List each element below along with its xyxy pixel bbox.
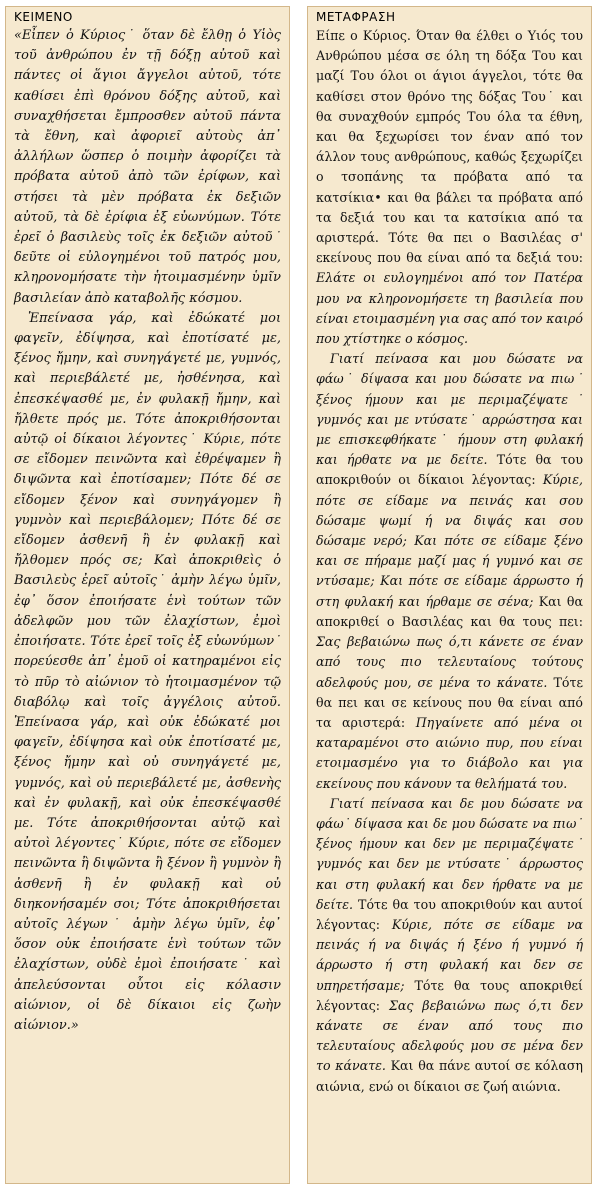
translation-narration: Είπε ο Κύριος. Όταν θα έλθει ο Υιός του Ανθρώπου μέσα σε όλη τη δόξα Του και μαζί Του όλοι οι άγιοι άγγελοι, τότε θα καθίσει στον θρόνο της δόξας Του˙ και θα συναχθούν εμπρός Του όλα τα έθνη, και θα ξεχωρίσει τον έναν από τον άλλον τους ανθρώπους, καθώς ξεχωρίζει ο τσοπάνης τα πρόβατα από τα κατσίκια• και θα βάλει τα πρόβατα από τα δεξιά του και τα κατσίκια από τα αριστερά. Τότε θα πει ο Βασιλέας σ' εκείνους που θα είναι από τα δεξιά του: <box>316 28 583 266</box>
translation-quote: Ελάτε οι ευλογημένοι από τον Πατέρα μου να κληρονομήσετε τη βασιλεία που είναι ετοιμασμένη για σας από τον καιρό που χτίστηκε ο κόσμος. <box>316 270 583 347</box>
translation-quote: Κύριε, πότε σε είδαμε να πεινάς και σου δώσαμε ψωμί ή να διψάς και σου δώσαμε νερό; Και πότε σε είδαμε ξένο και σε πήραμε μαζί μας ή γυμνό και σε ντύσαμε; Και πότε σε είδαμε άρρωστο ή στη φυλακή και ήρθαμε σε σένα; <box>316 472 583 609</box>
original-text-title: ΚΕΙΜΕΝΟ <box>14 10 73 24</box>
translation-narration: Τότε θα του αποκριθούν οι δίκαιοι λέγοντας: <box>316 452 583 488</box>
translation-narration: Και θα αποκριθεί ο Βασιλέας και θα τους πει: <box>316 593 583 629</box>
translation-quote: Σας βεβαιώνω πως ό,τι δεν κάνατε σε έναν από τους πιο τελευταίους αδελφούς μου σε μένα δεν το κάνατε. <box>316 997 583 1074</box>
translation-paragraph-1 <box>316 26 583 349</box>
translation-narration: Και θα πάνε αυτοί σε κόλαση αιώνια, ενώ οι δίκαιοι σε ζωή αιώνια. <box>316 1058 583 1094</box>
translation-quote: Σας βεβαιώνω πως ό,τι κάνετε σε έναν από τους πιο τελευταίους τούτους αδελφούς μου, σε μένα το κάνατε. <box>316 634 583 690</box>
translation-quote: Πηγαίνετε από μένα οι καταραμένοι στο αιώνιο πυρ, που είναι ετοιμασμένο για το διάβολο και για εκείνους που κάνουν τα θελήματά του. <box>316 714 583 791</box>
translation-quote: Κύριε, πότε σε είδαμε να πεινάς ή να διψάς ή ξένο ή γυμνό ή άρρωστο ή στη φυλακή και δεν σε υπηρετήσαμε; <box>316 916 583 993</box>
translation-panel <box>307 6 592 1184</box>
translation-narration: Τότε θα πει και σε κείνους που θα είναι από τα αριστερά: <box>316 674 583 730</box>
translation-quote: Γιατί πείνασα και δε μου δώσατε να φάω˙ δίψασα και δε μου δώσατε να πιω˙ ξένος ήμουν και δεν με περιμαζέψατε˙ γυμνός και δεν με ντύσατε˙ άρρωστος και στη φυλακή και δεν ήρθατε να με δείτε. <box>316 795 583 912</box>
original-paragraph-1: «Εἶπεν ὁ Κύριος˙ ὅταν δὲ ἔλθῃ ὁ Υἱὸς τοῦ ἀνθρώπου ἐν τῇ δόξῃ αὐτοῦ καὶ πάντες οἱ ἅγιοι ἄγγελοι αὐτοῦ, τότε καθίσει ἐπὶ θρόνου δόξης αὐτοῦ, καὶ συναχθήσεται ἔμπροσθεν αὐτοῦ πάντα τὰ ἔθνη, καὶ ἀφοριεῖ αὐτοὺς ἀπ᾽ ἀλλήλων ὥσπερ ὁ ποιμὴν ἀφορίζει τὰ πρόβατα αὐτοῦ ἀπὸ τῶν ἐρίφων, καὶ στήσει τὰ μὲν πρόβατα ἐκ δεξιῶν αὐτοῦ, τὰ δὲ ἐρίφια ἐξ εὐωνύμων. Τότε ἐρεῖ ὁ βασιλεὺς τοῖς ἐκ δεξιῶν αὐτοῦ˙ δεῦτε οἱ εὐλογημένοι τοῦ πατρός μου, κληρονομήσατε τὴν ἡτοιμασμένην ὑμῖν βασιλείαν ἀπὸ καταβολῆς κόσμου. <box>14 28 281 306</box>
translation-paragraph-3 <box>316 794 583 1097</box>
original-text-panel <box>5 6 290 1184</box>
original-paragraph-2: Ἐπείνασα γάρ, καὶ ἐδώκατέ μοι φαγεῖν, ἐδίψησα, καὶ ἐποτίσατέ με, ξένος ἤμην, καὶ συνηγάγετέ με, γυμνός, καὶ περιεβάλετέ με, ἠσθένησα, καὶ ἐπεσκέψασθέ με, ἐν φυλακῇ ἤμην, καὶ ἤλθετε πρός με. Τότε ἀποκριθήσονται αὐτῷ οἱ δίκαιοι λέγοντες˙ Κύριε, πότε σε εἴδομεν πεινῶντα καὶ ἐθρέψαμεν ἢ διψῶντα καὶ ἐποτίσαμεν; Πότε δέ σε εἴδομεν ξένον καὶ συνηγάγομεν ἢ γυμνὸν καὶ περιεβάλομεν; Πότε δέ σε εἴδομεν ἀσθενῆ ἢ ἐν φυλακῇ καὶ ἤλθομεν πρός σε; Καὶ ἀποκριθεὶς ὁ Βασιλεὺς ἐρεῖ αὐτοῖς˙ ἀμὴν λέγω ὑμῖν, ἐφ᾽ ὅσον ἐποιήσατε ἑνὶ τούτων τῶν ἀδελφῶν μου τῶν ἐλαχίστων, ἐμοὶ ἐποιήσατε. Τότε ἐρεῖ τοῖς ἐξ εὐωνύμων˙ πορεύεσθε ἀπ᾽ ἐμοῦ οἱ κατηραμένοι εἰς τὸ πῦρ τὸ αἰώνιον τὸ ἡτοιμασμένον τῷ διαβόλῳ καὶ τοῖς ἀγγέλοις αὐτοῦ. Ἐπείνασα γάρ, καὶ οὐκ ἐδώκατέ μοι φαγεῖν, ἐδίψησα καὶ οὐκ ἐποτίσατέ με, ξένος ἤμην καὶ οὐ συνηγάγετέ με, γυμνός, καὶ οὐ περιεβάλετέ με, ἀσθενὴς καὶ ἐν φυλακῇ, καὶ οὐκ ἐπεσκέψασθέ με. Τότε ἀποκριθήσονται αὐτῷ καὶ αὐτοὶ λέγοντες˙ Κύριε, πότε σε εἴδομεν πεινῶντα ἢ διψῶντα ἢ ξένον ἢ γυμνὸν ἢ ἀσθενῆ ἢ ἐν φυλακῇ καὶ οὐ διηκονήσαμέν σοι; Τότε ἀποκριθήσεται αὐτοῖς λέγων˙ ἀμὴν λέγω ὑμῖν, ἐφ᾽ ὅσον οὐκ ἐποιήσατε ἑνὶ τούτων τῶν ἐλαχίστων, οὐδὲ ἐμοὶ ἐποιήσατε˙ καὶ ἀπελεύσονται οὗτοι εἰς κόλασιν αἰώνιον, οἱ δὲ δίκαιοι εἰς ζωὴν αἰώνιον.» <box>14 310 281 1033</box>
translation-quote: Γιατί πείνασα και μου δώσατε να φάω˙ δίψασα και μου δώσατε να πιω˙ ξένος ήμουν και με περιμαζέψατε˙ γυμνός και με ντύσατε˙ αρρώστησα και με επισκεφθήκατε˙ ήμουν στη φυλακή και ήρθατε να με δείτε. <box>316 351 583 468</box>
translation-paragraph-2 <box>316 349 583 793</box>
translation-narration: Τότε θα του αποκριθούν και αυτοί λέγοντας: <box>316 896 583 932</box>
translation-narration: Τότε θα τους αποκριθεί λέγοντας: <box>316 977 583 1013</box>
translation-title: ΜΕΤΑΦΡΑΣΗ <box>316 10 396 24</box>
